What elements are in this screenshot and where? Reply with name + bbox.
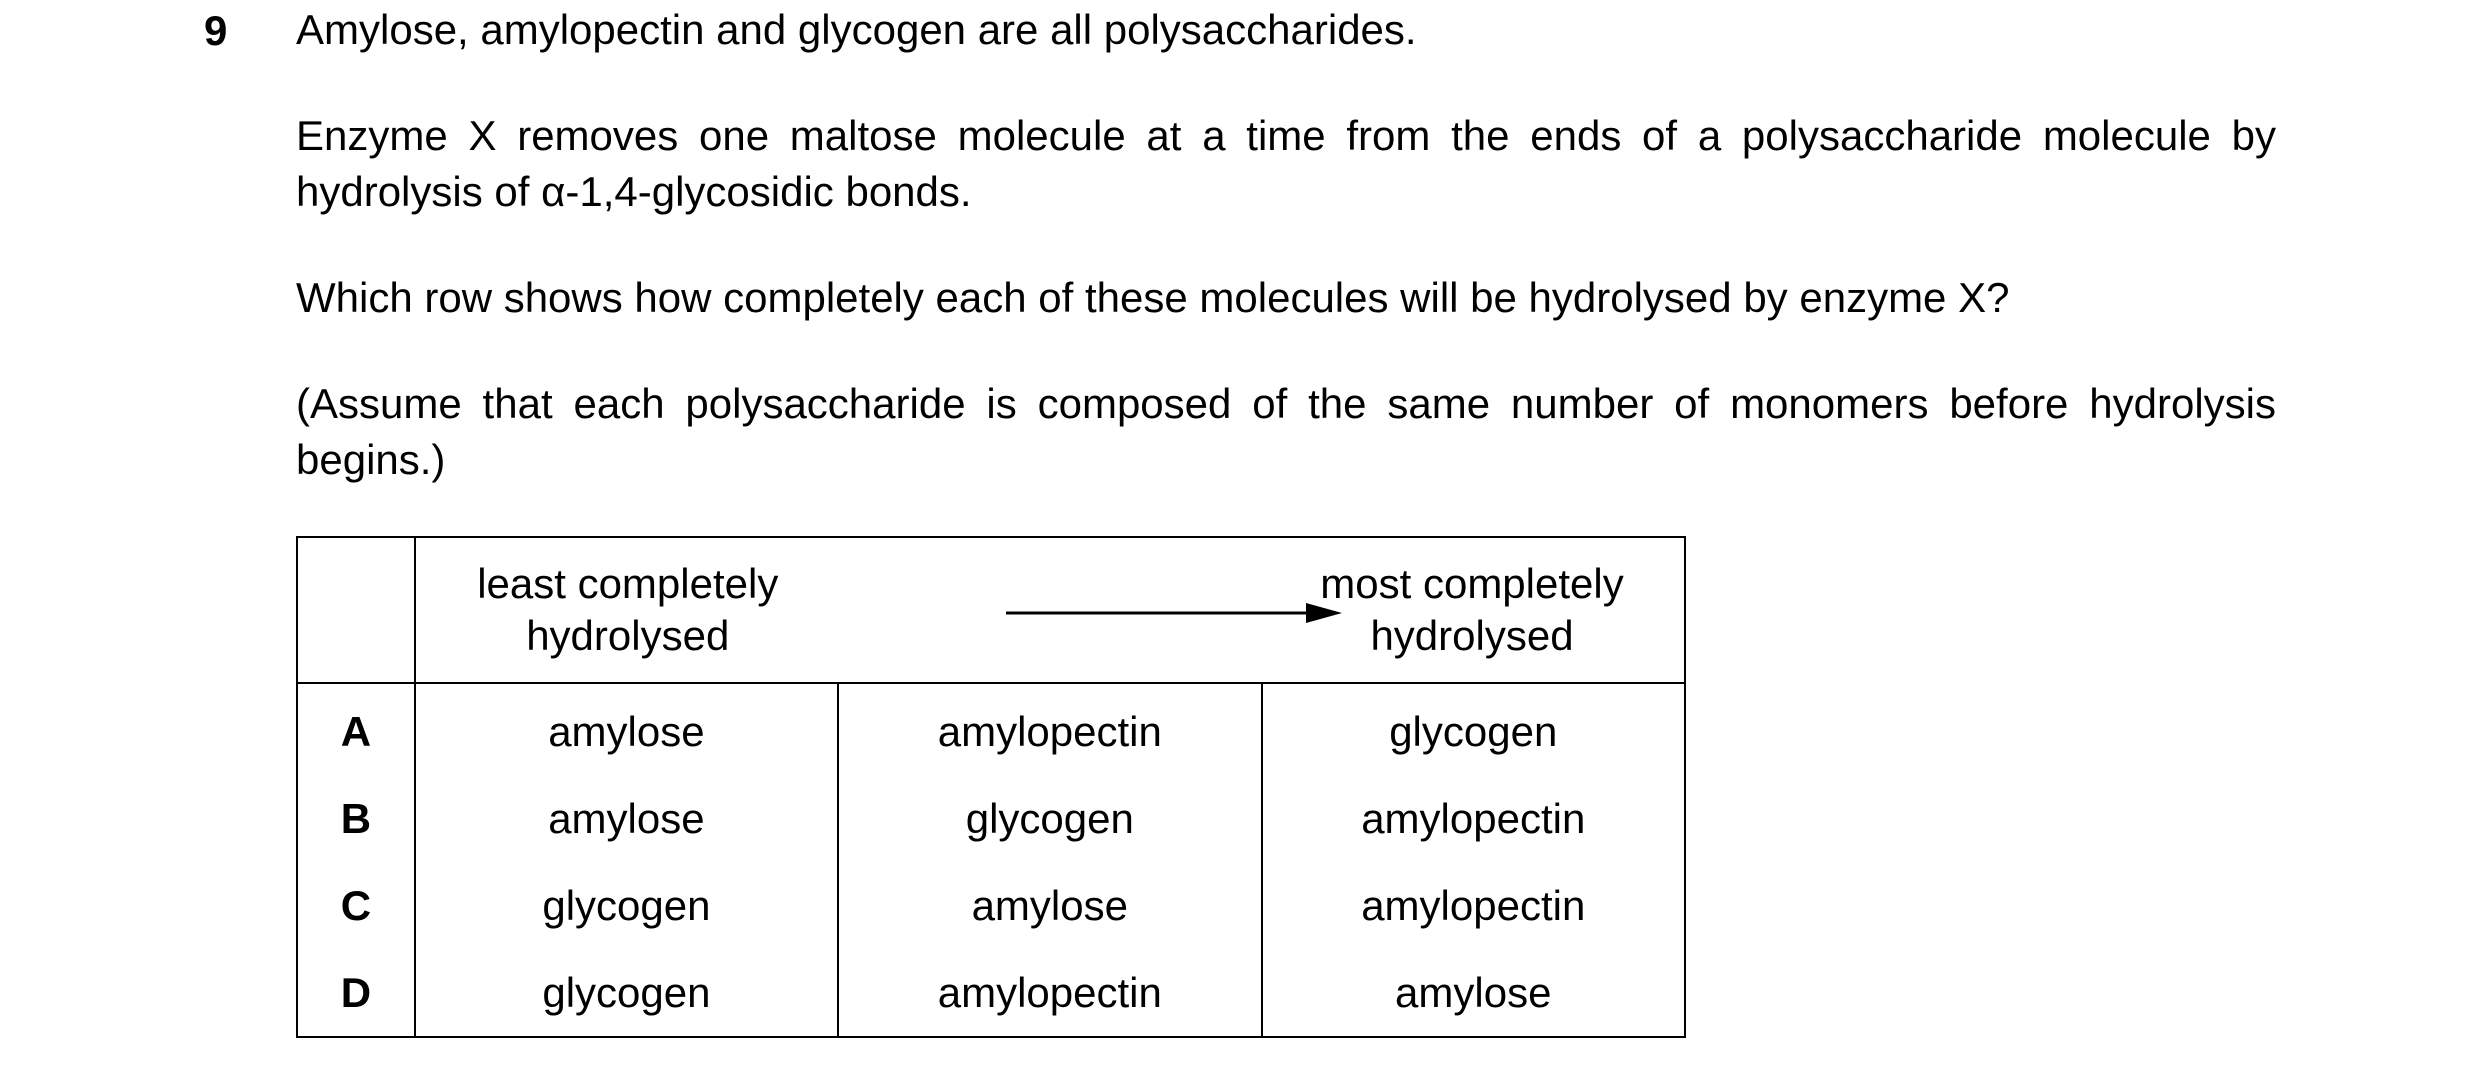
table-row	[297, 775, 1685, 862]
least-label-line1: least completely	[477, 560, 779, 607]
assumption-note: (Assume that each polysaccharide is composed of the same number of monomers before hydrolysis begins.)	[296, 380, 2276, 483]
row-label: B	[297, 775, 415, 862]
table-cell: glycogen	[1262, 683, 1685, 775]
table-header-row	[297, 537, 1685, 683]
table-cell: amylose	[1262, 949, 1685, 1037]
table-row	[297, 949, 1685, 1037]
table-cell: amylose	[415, 775, 838, 862]
answer-table	[296, 536, 1686, 1038]
most-label-line1: most completely	[1320, 560, 1624, 607]
header-scale-cell	[415, 537, 1685, 683]
most-label-line2: hydrolysed	[1370, 612, 1574, 659]
table-row	[297, 862, 1685, 949]
least-label-line2: hydrolysed	[526, 612, 730, 659]
question-intro: Amylose, amylopectin and glycogen are all polysaccharides.	[296, 6, 1417, 53]
table-cell: amylopectin	[1262, 775, 1685, 862]
most-completely-label	[1260, 558, 1684, 662]
table-cell: glycogen	[838, 775, 1261, 862]
question-prompt: Which row shows how completely each of these molecules will be hydrolysed by enzyme X?	[296, 274, 2010, 321]
header-empty-cell	[297, 537, 415, 683]
table-cell: amylopectin	[838, 683, 1261, 775]
row-label: D	[297, 949, 415, 1037]
table-cell: amylopectin	[1262, 862, 1685, 949]
row-label: A	[297, 683, 415, 775]
question-number: 9	[204, 7, 228, 54]
table-row	[297, 683, 1685, 775]
table-cell: glycogen	[415, 862, 838, 949]
table-cell: amylose	[838, 862, 1261, 949]
enzyme-description: Enzyme X removes one maltose molecule at a time from the ends of a polysaccharide molecule by hydrolysis of α-1,4-glycosidic bonds.	[296, 112, 2276, 215]
table-cell: glycogen	[415, 949, 838, 1037]
table-cell: amylose	[415, 683, 838, 775]
table-cell: amylopectin	[838, 949, 1261, 1037]
row-label: C	[297, 862, 415, 949]
least-completely-label	[416, 558, 840, 662]
